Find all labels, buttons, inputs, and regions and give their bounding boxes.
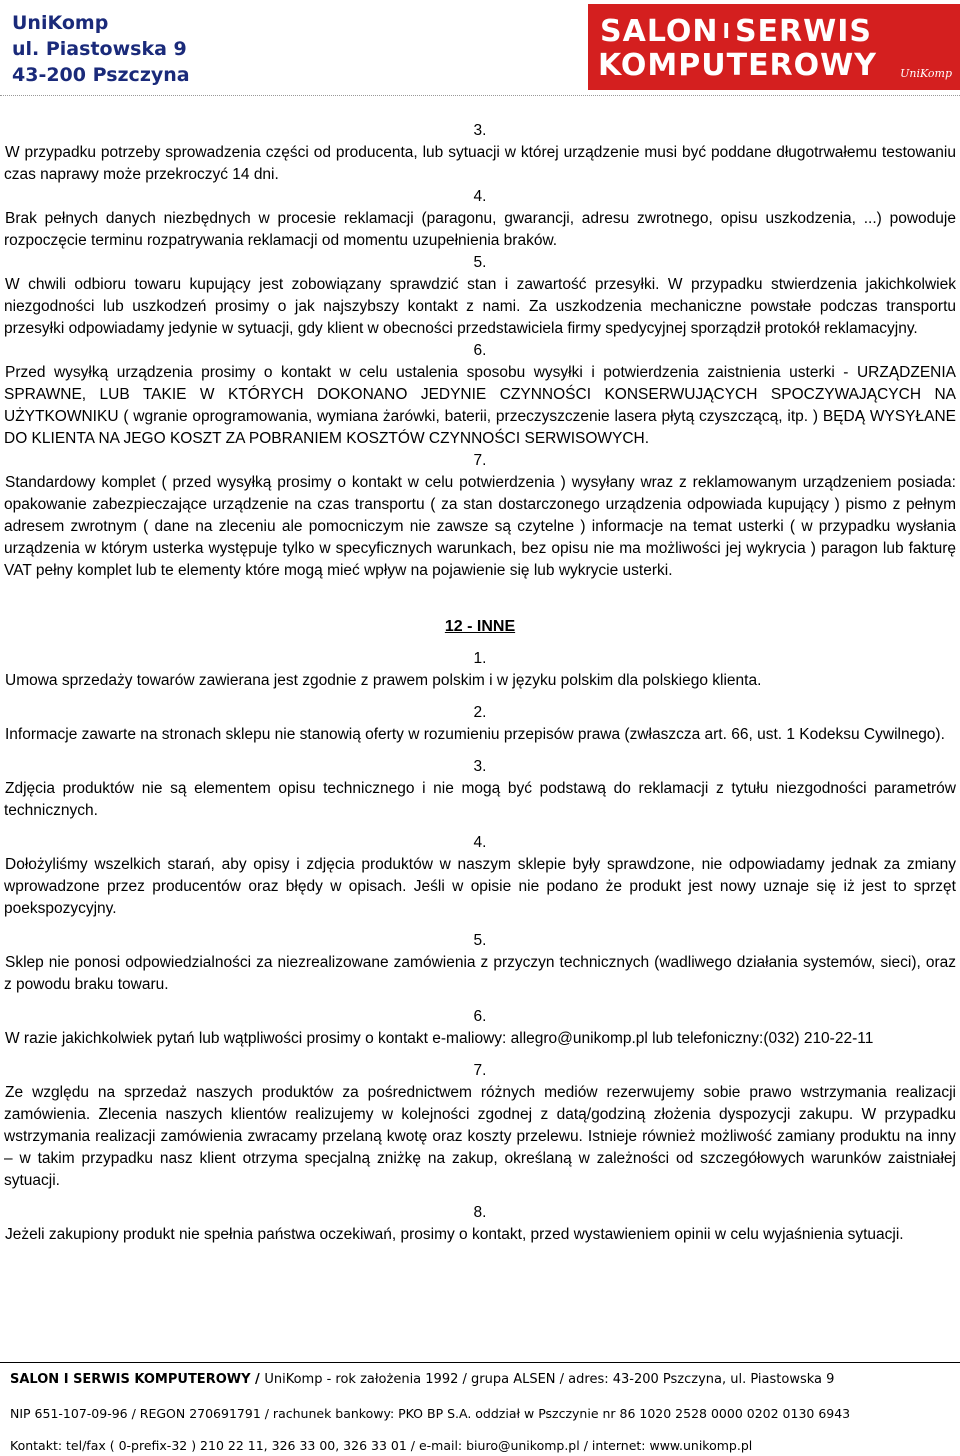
section-title: 12 - INNE [444,618,516,635]
item-number: 8. [473,1204,487,1221]
item-text: W chwili odbioru towaru kupujący jest zobowiązany sprawdzić stan i zawartość przesyłki. W przypadku stwierdzenia jakichkolwiek niezgodności lub uszkodzeń prosimy o jak najszybszy kontakt z nami. Za uszkodzenia mechaniczne powstałe podczas transportu przesyłki odpowiadamy jedynie w sytuacji, gdy klient w obecności przedstawiciela firmy spedycyjnej sporządził protokół reklamacyjny. [4,276,956,337]
item-text: Informacje zawarte na stronach sklepu nie stanowią oferty w rozumieniu przepisów prawa (zwłaszcza art. 66, ust. 1 Kodeksu Cywilnego). [5,726,945,743]
footer-company: SALON I SERWIS KOMPUTEROWY [10,1372,251,1387]
header-divider [0,95,960,96]
item-text: Zdjęcia produktów nie są elementem opisu technicznego i nie mogą być podstawą do reklamacji z tytułu niezgodności parametrów technicznych. [4,780,956,819]
logo-word-i: I [722,19,731,43]
item-text: Przed wysyłką urządzenia prosimy o kontakt w celu ustalenia sposobu wysyłki i potwierdzenia zaistnienia usterki - URZĄDZENIA SPRAWNE, LUB TAKIE W KTÓRYCH DOKONANO JEDYNIE CZYNNOŚCI KONSERWUJĄCYCH SPOCZYWAJĄCYCH NA UŻYTKOWNIKU ( wgranie oprogramowania, wymiana żarówki, baterii, przeczyszczenie lasera płytą czyszczącą, itp. ) BĘDĄ WYSYŁANE DO KLIENTA NA JEGO KOSZT ZA POBRANIEM KOSZTÓW CZYNNOŚCI SERWISOWYCH. [4,364,956,447]
item-number: 4. [473,188,487,205]
logo-word-salon: SALON [600,14,719,49]
item-number: 1. [473,650,487,667]
item-gap [4,746,956,756]
item-text: W razie jakichkolwiek pytań lub wątpliwości prosimy o kontakt e-maliowy: allegro@unikomp.pl lub telefoniczny:(032) 210-22-11 [5,1030,874,1047]
logo-line-2: KOMPUTEROWY [598,48,877,83]
item-number: 6. [473,1008,487,1025]
item-text: Standardowy komplet ( przed wysyłką prosimy o kontakt w celu potwierdzenia ) wysyłany wraz z reklamowanym urządzeniem posiada: opakowanie zabezpieczające urządzenie na czas transportu ( za stan dostarczonego urządzenia odpowiada kupujący ) pismo z pełnym adresem zwrotnym ( dane na zleceniu ale pomocniczym nie zawsze są czytelne ) informacje na temat usterki ( w przypadku wysłania urządzenia w którym usterka występuje tylko w specyficznych warunkach, bez opisu nie ma możliwości jej wykrycia ) paragon lub fakturę VAT pełny komplet lub te elementy które mogą mieć wpływ na pojawienie się lub wykrycie usterki. [4,474,956,579]
item-number: 7. [473,452,487,469]
footer-separator: / [255,1372,260,1387]
item-number: 7. [473,1062,487,1079]
item-number: 2. [473,704,487,721]
item-gap [4,1192,956,1202]
terms-list-other [4,648,956,1246]
footer-line-3: Kontakt: tel/fax ( 0-prefix-32 ) 210 22 11, 326 33 00, 326 33 01 / e-mail: biuro@unikomp.pl / internet: www.unikomp.pl [10,1438,753,1453]
page-footer [0,1362,960,1453]
footer-details: UniKomp - rok założenia 1992 / grupa ALSEN / adres: 43-200 Pszczyna, ul. Piastowska 9 [264,1372,835,1387]
item-text: W przypadku potrzeby sprowadzenia części od producenta, lub sytuacji w której urządzenie musi być poddane długotrwałemu testowaniu czas naprawy może przekroczyć 14 dni. [4,144,956,183]
footer-divider [0,1362,960,1363]
item-text: Dołożyliśmy wszelkich starań, aby opisy i zdjęcia produktów w naszym sklepie były sprawdzone, nie odpowiadamy jednak za zmiany wprowadzone przez producentów oraz błędy w opisach. Jeśli w opisie nie podano że produkt jest nowy uznaje się iż jest to sprzęt poekspozycyjny. [4,856,956,917]
item-gap [4,692,956,702]
document-body [4,120,956,1246]
item-gap [4,996,956,1006]
item-number: 5. [473,932,487,949]
company-city: 43-200 Pszczyna [12,64,190,86]
logo-brand: UniKomp [900,67,952,80]
logo-line-1 [600,14,872,49]
item-text: Sklep nie ponosi odpowiedzialności za niezrealizowane zamówienia z przyczyn technicznych (wadliwego działania systemów, sieci), oraz z powodu braku towaru. [4,954,956,993]
item-number: 4. [473,834,487,851]
item-number: 5. [473,254,487,271]
terms-list-continued [4,120,956,582]
company-name: UniKomp [12,12,109,34]
item-number: 6. [473,342,487,359]
company-street: ul. Piastowska 9 [12,38,187,60]
item-text: Brak pełnych danych niezbędnych w procesie reklamacji (paragonu, gwarancji, adresu zwrotnego, opisu uszkodzenia, ...) powoduje rozpoczęcie terminu rozpatrywania reklamacji od momentu uzupełnienia braków. [4,210,956,249]
item-text: Jeżeli zakupiony produkt nie spełnia państwa oczekiwań, prosimy o kontakt, przed wystawieniem opinii w celu wyjaśnienia sytuacji. [5,1226,904,1243]
item-number: 3. [473,758,487,775]
salon-logo [588,4,960,90]
company-address-block [12,10,190,88]
logo-word-serwis: SERWIS [734,14,872,49]
item-gap [4,920,956,930]
footer-line-2: NIP 651-107-09-96 / REGON 270691791 / rachunek bankowy: PKO BP S.A. oddział w Pszczynie nr 86 1020 2528 0000 0202 0130 6943 [10,1406,851,1421]
item-gap [4,822,956,832]
item-gap [4,1050,956,1060]
item-number: 3. [473,122,487,139]
footer-line-1 [10,1372,834,1387]
item-text: Ze względu na sprzedaż naszych produktów za pośrednictwem różnych mediów rezerwujemy sobie prawo wstrzymania realizacji zamówienia. Zlecenia naszych klientów realizujemy w kolejności zgodnej z datą/godziną złożenia dyspozycji zakupu. W przypadku wstrzymania realizacji zamówienia zwracamy przelaną kwotę oraz koszty przelewu. Istnieje również możliwość zamiany produktu na inny – w takim przypadku nasz klient otrzyma specjalną zniżkę na zakup, określaną w zależności od szczegółowych warunków zaistniałej sytuacji. [4,1084,956,1189]
item-text: Umowa sprzedaży towarów zawierana jest zgodnie z prawem polskim i w języku polskim dla polskiego klienta. [5,672,762,689]
